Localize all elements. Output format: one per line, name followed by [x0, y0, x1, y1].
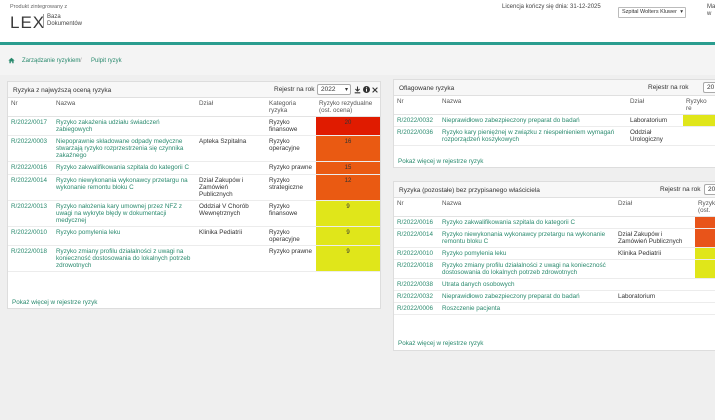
flagged-risks-panel — [393, 79, 715, 168]
table-row[interactable] — [8, 162, 380, 175]
table-header-row — [394, 198, 715, 217]
table-row[interactable] — [394, 279, 715, 291]
column-header: Nazwa — [439, 96, 627, 115]
risk-department — [196, 117, 266, 136]
risk-department: Oddział V Chorób Wewnętrznych — [196, 201, 266, 227]
highest-risks-table — [8, 98, 380, 272]
risk-department — [615, 303, 695, 315]
panel-title: Ryzyka (pozostałe) bez przypisanego właściciela — [399, 187, 540, 194]
table-row[interactable] — [394, 260, 715, 279]
registry-year-label: Rejestr na rok — [648, 84, 689, 91]
risk-score-cell — [695, 248, 715, 260]
unowned-risks-table — [394, 198, 715, 315]
risk-score-cell: 9 — [316, 246, 380, 272]
column-header: Nr — [394, 96, 439, 115]
risk-number-link[interactable]: R/2022/0017 — [8, 117, 53, 136]
breadcrumb-risk-management[interactable]: Zarządzanie ryzykiem — [22, 58, 81, 64]
table-row[interactable] — [394, 248, 715, 260]
registry-year-label: Rejestr na rok — [660, 186, 701, 193]
table-row[interactable] — [8, 227, 380, 246]
panel-header — [394, 80, 715, 96]
risk-number-link[interactable]: R/2022/0018 — [8, 246, 53, 272]
table-row[interactable] — [394, 115, 715, 127]
risk-department: Laboratorium — [627, 115, 683, 127]
risk-category: Ryzyko operacyjne — [266, 227, 316, 246]
panel-title: Ryzyka z najwyższą oceną ryzyka — [13, 87, 112, 94]
table-row[interactable] — [8, 201, 380, 227]
license-info: Licencja kończy się dnia: 31-12-2025 — [502, 4, 601, 10]
download-icon[interactable] — [354, 86, 361, 94]
risk-name-link[interactable]: Nieprawidłowo zabezpieczony preparat do badań — [439, 115, 627, 127]
year-select[interactable] — [703, 82, 715, 93]
column-header: Kategoria ryzyka — [266, 98, 316, 117]
column-header: Nr — [394, 198, 439, 217]
table-row[interactable] — [394, 303, 715, 315]
risk-number-link[interactable]: R/2022/0014 — [8, 175, 53, 201]
risk-name-link[interactable]: Ryzyko niewykonania wykonawcy przetargu na wykonanie remontu bloku C — [439, 229, 615, 248]
column-header: Ryzyk (ost. — [695, 198, 715, 217]
show-more-link[interactable]: Pokaż więcej w rejestrze ryzyk — [398, 340, 484, 347]
risk-name-link[interactable]: Ryzyko pomylenia leku — [53, 227, 196, 246]
risk-department — [196, 162, 266, 175]
risk-department: Dział Zakupów i Zamówień Publicznych — [196, 175, 266, 201]
organization-select[interactable] — [618, 7, 686, 18]
logo-subtitle — [43, 14, 82, 28]
info-icon[interactable] — [363, 86, 370, 93]
risk-number-link[interactable]: R/2022/0032 — [394, 115, 439, 127]
close-icon[interactable] — [372, 87, 378, 93]
unowned-risks-panel — [393, 181, 715, 351]
risk-name-link[interactable]: Niepoprawnie składowane odpady medyczne stwarzają ryzyko rozprzestrzenia się czynnika zakaźnego — [53, 136, 196, 162]
risk-department: Klinika Pediatrii — [196, 227, 266, 246]
table-row[interactable] — [8, 246, 380, 272]
lex-logo[interactable]: LEX — [10, 13, 46, 32]
table-row[interactable] — [8, 136, 380, 162]
risk-number-link[interactable]: R/2022/0016 — [8, 162, 53, 175]
risk-score-cell: 20 — [316, 117, 380, 136]
year-value: 20 — [708, 186, 715, 193]
user-menu[interactable] — [707, 4, 715, 18]
risk-name-link[interactable]: Ryzyko zmiany profilu działalności z uwagi na konieczność dostosowania do lokalnych potrzeb zdrowotnych — [53, 246, 196, 272]
column-header: Dział — [196, 98, 266, 117]
highest-risks-panel — [7, 81, 381, 309]
risk-score-cell: 15 — [316, 162, 380, 175]
risk-category: Ryzyko strategiczne — [266, 175, 316, 201]
risk-department: Klinika Pediatrii — [615, 248, 695, 260]
user-name-line-2: w — [707, 11, 712, 17]
breadcrumb-separator: / — [80, 58, 82, 64]
risk-number-link[interactable]: R/2022/0014 — [394, 229, 439, 248]
flagged-risks-table — [394, 96, 715, 146]
risk-score-cell: 9 — [316, 201, 380, 227]
risk-score-cell — [683, 115, 715, 127]
risk-name-link[interactable]: Ryzyko kary pieniężnej w związku z niespełnieniem wymagań rozporządzeń koszykowych — [439, 127, 627, 146]
table-row[interactable] — [8, 117, 380, 136]
risk-name-link[interactable]: Utrata danych osobowych — [439, 279, 615, 291]
risk-name-link[interactable]: Nieprawidłowo zabezpieczony preparat do badań — [439, 291, 615, 303]
table-row[interactable] — [8, 175, 380, 201]
risk-name-link[interactable]: Ryzyko pomylenia leku — [439, 248, 615, 260]
risk-number-link[interactable]: R/2022/0006 — [394, 303, 439, 315]
risk-number-link[interactable]: R/2022/0010 — [8, 227, 53, 246]
risk-score-cell — [695, 303, 715, 315]
risk-name-link[interactable]: Ryzyko zakażenia udziału świadczeń zabiegowych — [53, 117, 196, 136]
table-row[interactable] — [394, 217, 715, 229]
risk-name-link[interactable]: Ryzyko nałożenia kary umownej przez NFZ z uwagi na wykryte błędy w dokumentacji medycznej — [53, 201, 196, 227]
organization-value: Szpital Wolters Kluwer — [622, 9, 677, 15]
risk-number-link[interactable]: R/2022/0036 — [394, 127, 439, 146]
year-value: 2022 — [321, 86, 336, 93]
risk-number-link[interactable]: R/2022/0003 — [8, 136, 53, 162]
chevron-down-icon: ▾ — [344, 87, 348, 93]
show-more-link[interactable]: Pokaż więcej w rejestrze ryzyk — [12, 299, 98, 306]
risk-number-link[interactable]: R/2022/0018 — [394, 260, 439, 279]
panel-header — [394, 182, 715, 198]
risk-category: Ryzyko prawne — [266, 246, 316, 272]
column-header: Nazwa — [439, 198, 615, 217]
risk-department — [196, 246, 266, 272]
risk-department: Oddział Urologiczny — [627, 127, 683, 146]
year-select[interactable] — [704, 184, 715, 195]
logo-subtitle-line-1: Baza — [47, 14, 61, 20]
risk-category: Ryzyko operacyjne — [266, 136, 316, 162]
registry-year-label: Rejestr na rok — [274, 86, 315, 93]
column-header: Dział — [627, 96, 683, 115]
panel-title: Oflagowane ryzyka — [399, 85, 455, 92]
risk-number-link[interactable]: R/2022/0013 — [8, 201, 53, 227]
risk-name-link[interactable]: Ryzyko niewykonania wykonawcy przetargu na wykonanie remontu bloku C — [53, 175, 196, 201]
risk-number-link[interactable]: R/2022/0032 — [394, 291, 439, 303]
show-more-link[interactable]: Pokaż więcej w rejestrze ryzyk — [398, 158, 484, 165]
risk-department — [615, 217, 695, 229]
year-value: 20 — [707, 84, 715, 91]
risk-category: Ryzyko finansowe — [266, 201, 316, 227]
column-header: Nr — [8, 98, 53, 117]
table-header-row — [394, 96, 715, 115]
risk-score-cell — [695, 260, 715, 279]
risk-score-cell — [695, 217, 715, 229]
risk-department — [615, 279, 695, 291]
risk-department — [615, 260, 695, 279]
table-header-row — [8, 98, 380, 117]
risk-department: Laboratorium — [615, 291, 695, 303]
product-line: Produkt zintegrowany z — [10, 4, 68, 10]
chevron-down-icon: ▾ — [680, 9, 683, 15]
panel-header — [8, 82, 380, 98]
year-select[interactable] — [317, 84, 351, 95]
risk-category: Ryzyko finansowe — [266, 117, 316, 136]
column-header: Ryzyko rezydualne (ost. ocena) — [316, 98, 380, 117]
risk-name-link[interactable]: Ryzyko zmiany profilu działalności z uwagi na konieczność dostosowania do lokalnych potrzeb zdrowotnych — [439, 260, 615, 279]
breadcrumb-risk-dashboard[interactable]: Pulpit ryzyk — [91, 58, 122, 64]
risk-score-cell: 9 — [316, 227, 380, 246]
risk-number-link[interactable]: R/2022/0010 — [394, 248, 439, 260]
risk-department: Dział Zakupów i Zamówień Publicznych — [615, 229, 695, 248]
risk-name-link[interactable]: Ryzyko zakwalifikowania szpitala do kategorii C — [53, 162, 196, 175]
column-header: Ryzyko re — [683, 96, 715, 115]
risk-name-link[interactable]: Ryzyko zakwalifikowania szpitala do kategorii C — [439, 217, 615, 229]
column-header: Nazwa — [53, 98, 196, 117]
risk-score-cell — [695, 291, 715, 303]
risk-score-cell — [695, 279, 715, 291]
table-row[interactable] — [394, 291, 715, 303]
risk-category: Ryzyko prawne — [266, 162, 316, 175]
risk-score-cell — [683, 127, 715, 146]
user-name-line-1: Ma — [707, 4, 715, 10]
home-icon[interactable] — [8, 57, 15, 64]
risk-score-cell — [695, 229, 715, 248]
risk-name-link[interactable]: Roszczenie pacjenta — [439, 303, 615, 315]
risk-number-link[interactable]: R/2022/0016 — [394, 217, 439, 229]
risk-number-link[interactable]: R/2022/0038 — [394, 279, 439, 291]
table-row[interactable] — [394, 229, 715, 248]
risk-score-cell: 12 — [316, 175, 380, 201]
column-header: Dział — [615, 198, 695, 217]
table-row[interactable] — [394, 127, 715, 146]
top-bar — [0, 0, 715, 42]
risk-department: Apteka Szpitalna — [196, 136, 266, 162]
risk-score-cell: 16 — [316, 136, 380, 162]
logo-subtitle-line-2: Dokumentów — [47, 21, 83, 27]
